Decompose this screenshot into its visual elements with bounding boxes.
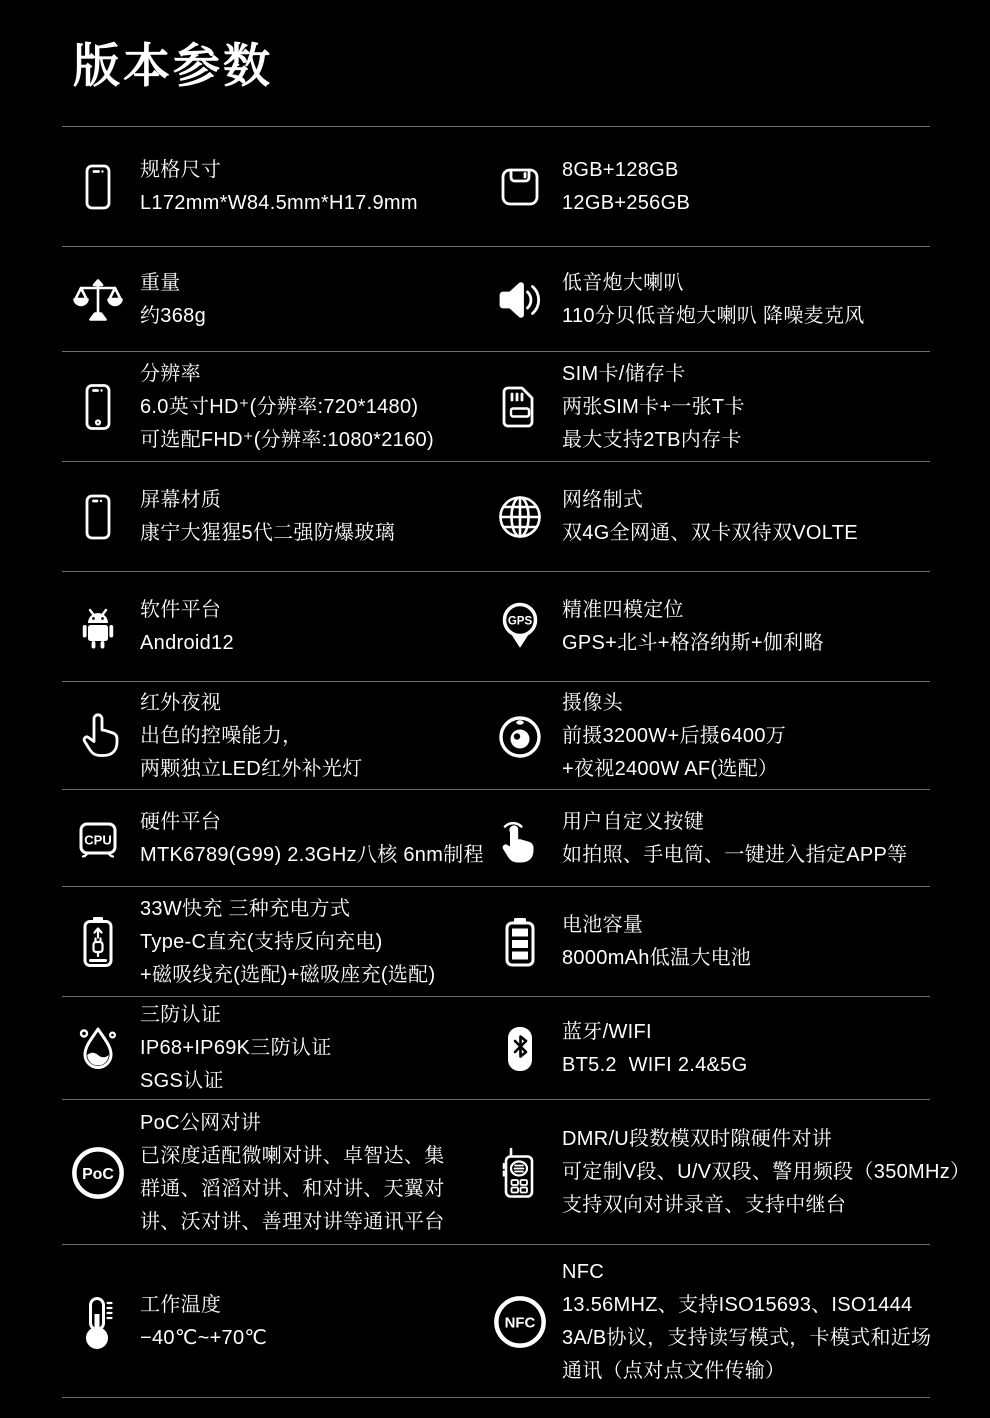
spec-value: GPS+北斗+格洛纳斯+伽利略 xyxy=(562,632,824,654)
nfc-badge-icon xyxy=(492,1293,548,1351)
android-icon xyxy=(70,603,126,651)
spec-value: IP68+IP69K三防认证 xyxy=(140,1037,332,1059)
spec-title: 三防认证 xyxy=(140,1004,222,1026)
spec-title: 红外夜视 xyxy=(140,691,222,714)
speaker-icon xyxy=(492,276,548,324)
spec-item-battery xyxy=(492,909,990,975)
spec-value: 如拍照、手电筒、一键进入指定APP等 xyxy=(562,843,908,866)
sim-card-icon xyxy=(492,383,548,431)
spec-row xyxy=(0,997,990,1100)
gps-pin-icon xyxy=(492,600,548,654)
spec-value: 已深度适配微喇对讲、卓智达、集 xyxy=(140,1144,445,1167)
spec-value: 110分贝低音炮大喇叭 降噪麦克风 xyxy=(562,304,865,327)
spec-value: 6.0英寸HD⁺(分辨率:720*1480) xyxy=(140,395,419,418)
spec-value: +夜视2400W AF(选配） xyxy=(562,757,779,780)
scale-icon xyxy=(70,276,126,324)
spec-value: +磁吸线充(选配)+磁吸座充(选配) xyxy=(140,963,436,986)
spec-row xyxy=(0,1245,990,1398)
spec-title: 电池容量 xyxy=(562,914,644,936)
spec-row xyxy=(0,887,990,997)
spec-value: 康宁大猩猩5代二强防爆玻璃 xyxy=(140,522,396,544)
thermometer-icon xyxy=(70,1295,126,1349)
spec-item-night-vision xyxy=(0,687,492,786)
spec-value: 3A/B协议，支持读写模式，卡模式和近场 xyxy=(562,1326,932,1349)
spec-row xyxy=(0,352,990,462)
spec-value: Android12 xyxy=(140,632,234,654)
spec-item-weight xyxy=(0,267,492,333)
spec-value: 讲、沃对讲、善理对讲等通讯平台 xyxy=(140,1210,445,1233)
spec-item-gps xyxy=(492,594,990,660)
spec-row xyxy=(0,1100,990,1245)
spec-item-network xyxy=(492,484,990,550)
spec-title: 网络制式 xyxy=(562,489,644,511)
spec-value: 两张SIM卡+一张T卡 xyxy=(562,395,745,418)
spec-value: 群通、滔滔对讲、和对讲、天翼对 xyxy=(140,1177,445,1200)
spec-title: 精准四模定位 xyxy=(562,599,684,621)
spec-value: −40℃~+70℃ xyxy=(140,1326,268,1349)
spec-row xyxy=(0,247,990,352)
spec-title: 工作温度 xyxy=(140,1293,222,1316)
spec-title: NFC xyxy=(562,1260,605,1283)
spec-value: Type-C直充(支持反向充电) xyxy=(140,930,383,953)
spec-item-temperature xyxy=(0,1289,492,1355)
spec-row xyxy=(0,462,990,572)
spec-value: 8000mAh低温大电池 xyxy=(562,947,752,969)
page-header xyxy=(0,0,990,127)
spec-row xyxy=(0,790,990,887)
poc-badge-label: PoC xyxy=(82,1165,114,1183)
spec-item-speaker xyxy=(492,267,990,333)
spec-title: 硬件平台 xyxy=(140,810,222,833)
spec-title: 屏幕材质 xyxy=(140,489,222,511)
spec-value: 通讯（点对点文件传输） xyxy=(562,1359,786,1382)
spec-value: SGS认证 xyxy=(140,1070,224,1092)
spec-item-resolution xyxy=(0,358,492,457)
spec-title: SIM卡/储存卡 xyxy=(562,362,686,385)
walkie-talkie-icon xyxy=(492,1146,548,1200)
spec-item-bluetooth-wifi xyxy=(492,1016,990,1082)
spec-item-hardware xyxy=(0,806,492,872)
nfc-badge-label: NFC xyxy=(504,1313,536,1331)
spec-value: MTK6789(G99) 2.3GHz八核 6nm制程 xyxy=(140,843,484,866)
spec-title: DMR/U段数模双时隙硬件对讲 xyxy=(562,1128,833,1150)
memory-card-icon xyxy=(492,163,548,211)
gps-badge-label: GPS xyxy=(507,615,533,628)
spec-title: 低音炮大喇叭 xyxy=(562,271,684,294)
spec-title: 规格尺寸 xyxy=(140,159,222,181)
spec-value: 可定制V段、U/V双段、警用频段（350MHz） xyxy=(562,1161,971,1183)
hand-point-icon xyxy=(70,710,126,762)
spec-value: 双4G全网通、双卡双待双VOLTE xyxy=(562,522,858,544)
screen-material-icon xyxy=(70,493,126,541)
spec-item-camera xyxy=(492,687,990,786)
spec-value: 两颗独立LED红外补光灯 xyxy=(140,757,363,780)
spec-value: L172mm*W84.5mm*H17.9mm xyxy=(140,192,418,214)
battery-charging-icon xyxy=(70,915,126,969)
spec-item-memory xyxy=(492,154,990,220)
tap-icon xyxy=(492,813,548,865)
smartphone-icon xyxy=(70,163,126,211)
spec-title: 软件平台 xyxy=(140,599,222,621)
spec-row xyxy=(0,127,990,247)
spec-item-software xyxy=(0,594,492,660)
spec-value: 12GB+256GB xyxy=(562,192,691,214)
spec-row xyxy=(0,572,990,682)
globe-icon xyxy=(492,493,548,541)
spec-value: 支持双向对讲录音、支持中继台 xyxy=(562,1194,847,1216)
spec-title: 用户自定义按键 xyxy=(562,810,705,833)
spec-row xyxy=(0,682,990,790)
spec-item-custom-key xyxy=(492,806,990,872)
spec-item-rugged-cert xyxy=(0,999,492,1098)
spec-title: PoC公网对讲 xyxy=(140,1111,262,1134)
cpu-badge-label: CPU xyxy=(84,832,112,847)
bluetooth-icon xyxy=(492,1024,548,1074)
spec-value: 可选配FHD⁺(分辨率:1080*2160) xyxy=(140,428,434,451)
cpu-icon xyxy=(70,815,126,863)
spec-item-dmr xyxy=(492,1123,990,1222)
spec-item-fast-charge xyxy=(0,893,492,992)
spec-value: 最大支持2TB内存卡 xyxy=(562,428,742,451)
waterproof-icon xyxy=(70,1023,126,1075)
spec-value: 约368g xyxy=(140,304,206,327)
battery-icon xyxy=(492,916,548,968)
spec-value: 出色的控噪能力， xyxy=(140,724,303,747)
spec-title: 摄像头 xyxy=(562,691,623,714)
spec-title: 8GB+128GB xyxy=(562,159,679,181)
spec-item-screen-material xyxy=(0,484,492,550)
poc-badge-icon xyxy=(70,1144,126,1202)
spec-item-dimensions xyxy=(0,154,492,220)
spec-value: 13.56MHZ、支持ISO15693、ISO1444 xyxy=(562,1293,913,1316)
page-title: 版本参数 xyxy=(73,39,273,92)
spec-item-nfc xyxy=(492,1256,990,1388)
spec-title: 33W快充 三种充电方式 xyxy=(140,897,351,920)
spec-item-poc xyxy=(0,1107,492,1239)
camera-lens-icon xyxy=(492,712,548,760)
spec-item-sim xyxy=(492,358,990,457)
spec-title: 分辨率 xyxy=(140,362,201,385)
spec-value: BT5.2 WIFI 2.4&5G xyxy=(562,1053,748,1076)
spec-value: 前摄3200W+后摄6400万 xyxy=(562,724,787,747)
spec-title: 重量 xyxy=(140,271,181,294)
spec-title: 蓝牙/WIFI xyxy=(562,1020,652,1043)
screen-resolution-icon xyxy=(70,383,126,431)
